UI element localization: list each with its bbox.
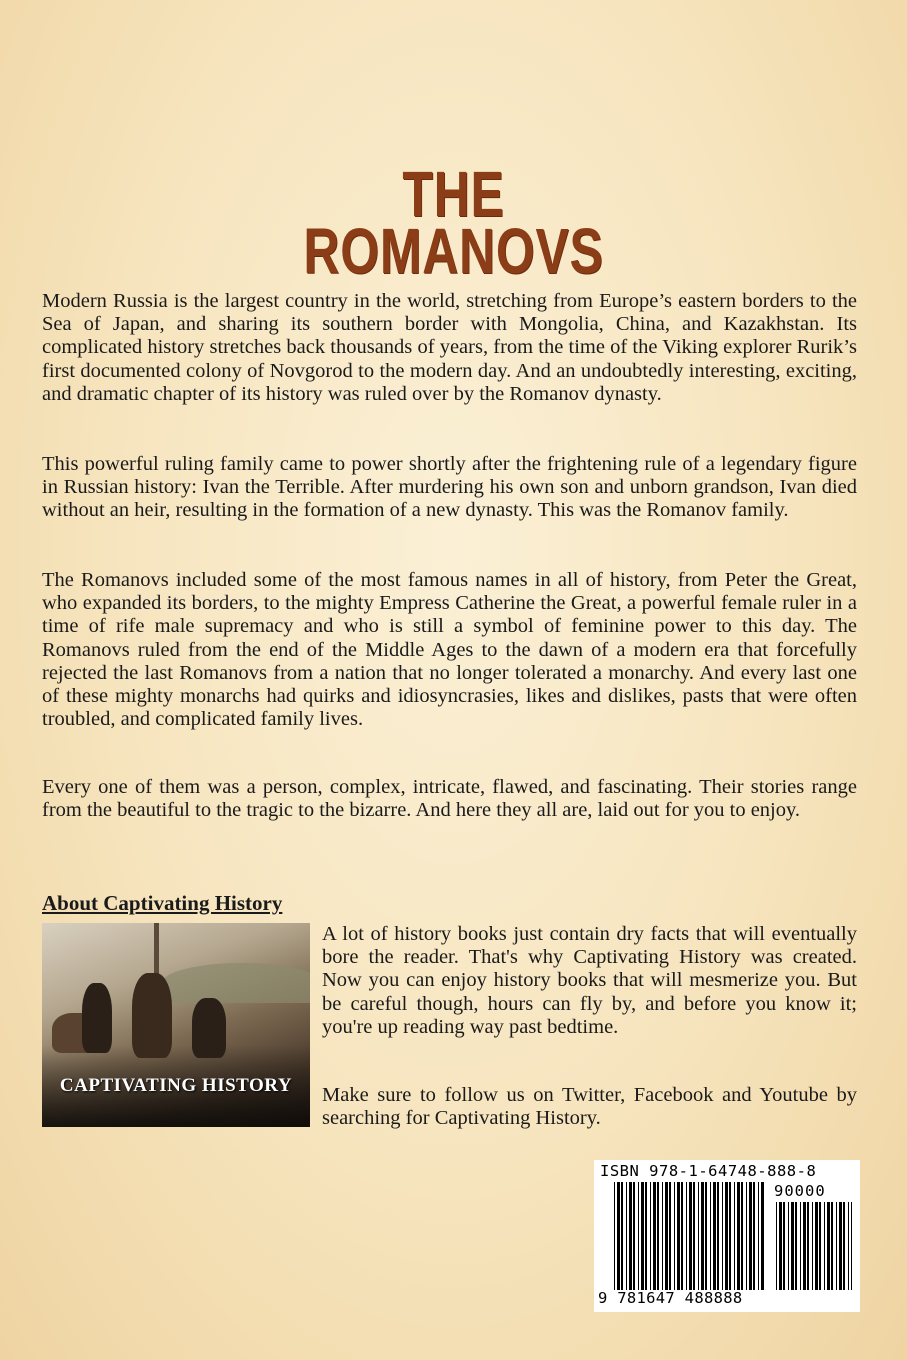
isbn-digits: 9 781647 488888 bbox=[598, 1289, 743, 1307]
about-heading: About Captivating History bbox=[42, 891, 283, 915]
description-paragraph-3: The Romanovs included some of the most famous names in all of history, from Peter the Great, who expanded its borders, to the mighty Empress Catherine the Great, a powerful female ruler in a time of rife male supremacy and who is still a symbol of feminine power to this day. The Romanovs ruled from the end of the Middle Ages to the dawn of a modern era that forcefully rejected the last Romanovs from a nation that no longer tolerated a monarchy. And every last one of these mighty monarchs had quirks and idiosyncrasies, likes and dislikes, pasts that were often troubled, and complicated family lives. bbox=[42, 569, 857, 731]
description-paragraph-2: This powerful ruling family came to power shortly after the frightening rule of a legendary figure in Russian history: Ivan the Terrible. After murdering his own son and unborn grandson, Ivan died without an heir, resulting in the formation of a new dynasty. This was the Romanov family. bbox=[42, 453, 857, 522]
publisher-image-caption: CAPTIVATING HISTORY bbox=[59, 1075, 293, 1096]
isbn-barcode bbox=[594, 1160, 860, 1312]
description-paragraph-4: Every one of them was a person, complex, intricate, flawed, and fascinating. Their stories range from the beautiful to the tragic to the bizarre. And here they all are, laid out for you to enjoy. bbox=[42, 776, 857, 822]
publisher-image bbox=[42, 923, 310, 1127]
ean-barcode-bars bbox=[614, 1182, 764, 1290]
isbn-label: ISBN 978-1-64748-888-8 bbox=[600, 1162, 817, 1180]
description-paragraph-1: Modern Russia is the largest country in the world, stretching from Europe’s eastern borders to the Sea of Japan, and sharing its southern border with Mongolia, China, and Kazakhstan. Its complicated history stretches back thousands of years, from the time of the Viking explorer Rurik’s first documented colony of Novgorod to the modern day. And an undoubtedly interesting, exciting, and dramatic chapter of its history was ruled over by the Romanov dynasty. bbox=[42, 290, 857, 405]
price-code: 90000 bbox=[774, 1182, 826, 1200]
book-title-line-2: ROMANOVS bbox=[303, 214, 604, 287]
addon-barcode-bars bbox=[776, 1202, 852, 1290]
about-paragraph-2: Make sure to follow us on Twitter, Facebook and Youtube by searching for Captivating History. bbox=[322, 1084, 857, 1130]
about-paragraph-1: A lot of history books just contain dry facts that will eventually bore the reader. That's why Captivating History was created. Now you can enjoy history books that will mesmerize you. But be careful though, hours can fly by, and before you know it; you're up reading way past bedtime. bbox=[322, 923, 857, 1038]
book-title-line-1: THE bbox=[402, 157, 505, 230]
